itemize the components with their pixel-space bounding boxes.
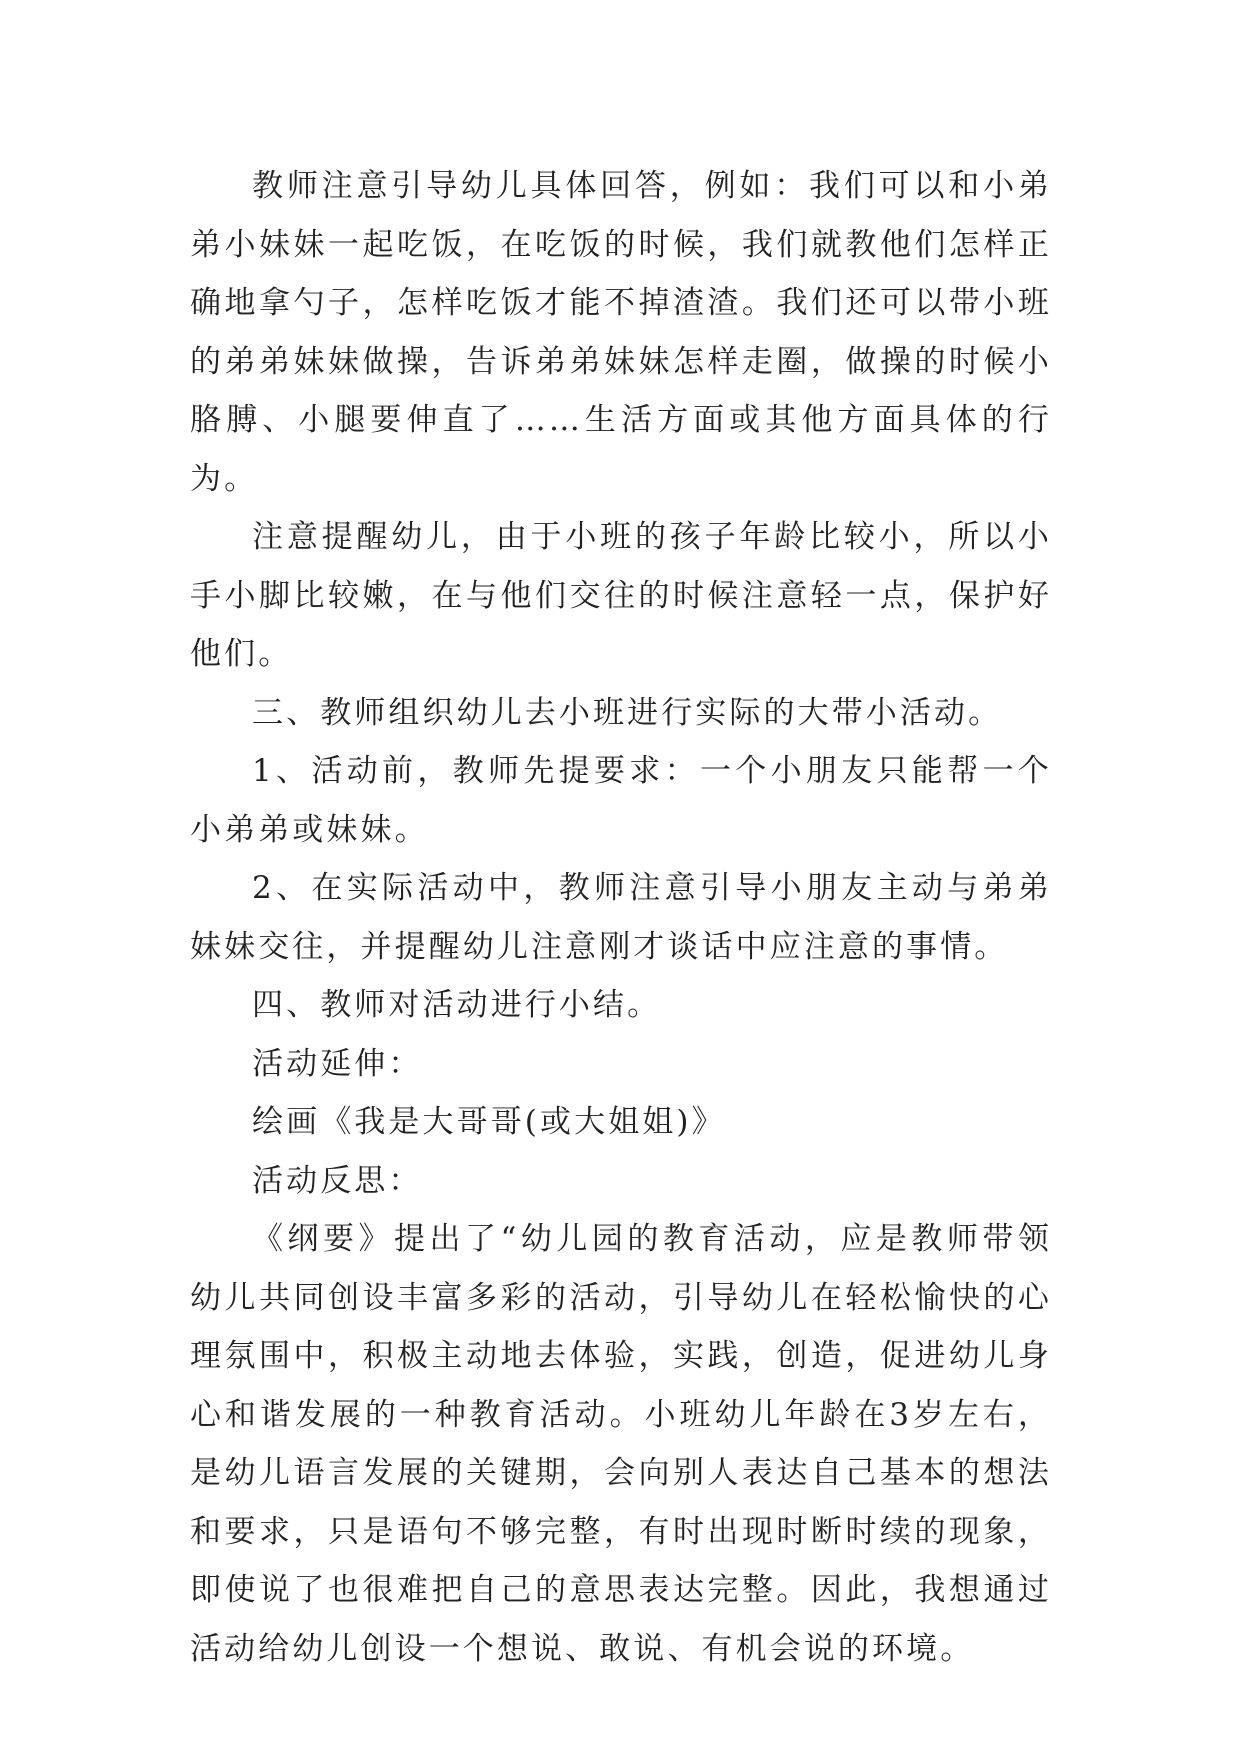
list-item-one: 1、活动前，教师先提要求：一个小朋友只能帮一个小弟弟或妹妹。 [190,753,1052,848]
document-body [190,157,1052,1678]
paragraph-remind-gentle: 注意提醒幼儿，由于小班的孩子年龄比较小，所以小手小脚比较嫩，在与他们交往的时候注意轻一点，保护好他们。 [190,519,1052,672]
activity-reflection-heading: 活动反思： [252,1162,423,1199]
list-item-two: 2、在实际活动中，教师注意引导小朋友主动与弟弟妹妹交往，并提醒幼儿注意刚才谈话中应注意的事情。 [190,870,1052,965]
paragraph-guide-answers: 教师注意引导幼儿具体回答，例如：我们可以和小弟弟小妹妹一起吃饭，在吃饭的时候，我们就教他们怎样正确地拿勺子，怎样吃饭才能不掉渣渣。我们还可以带小班的弟弟妹妹做操，告诉弟弟妹妹怎样走圈，做操的时候小胳膊、小腿要伸直了……生活方面或其他方面具体的行为。 [190,168,1052,497]
activity-extension-heading: 活动延伸： [252,1045,423,1082]
activity-extension-text: 绘画《我是大哥哥(或大姐姐)》 [252,1104,726,1140]
section-heading-three: 三、教师组织幼儿去小班进行实际的大带小活动。 [252,694,1003,731]
activity-reflection-text: 《纲要》提出了“幼儿园的教育活动，应是教师带领幼儿共同创设丰富多彩的活动，引导幼儿在轻松愉快的心理氛围中，积极主动地去体验，实践，创造，促进幼儿身心和谐发展的一种教育活动。小班幼儿年龄在3岁左右，是幼儿语言发展的关键期，会向别人表达自己基本的想法和要求，只是语句不够完整，有时出现时断时续的现象，即使说了也很难把自己的意思表达完整。因此，我想通过活动给幼儿创设一个想说、敢说、有机会说的环境。 [190,1221,1052,1667]
section-heading-four: 四、教师对活动进行小结。 [252,987,662,1023]
